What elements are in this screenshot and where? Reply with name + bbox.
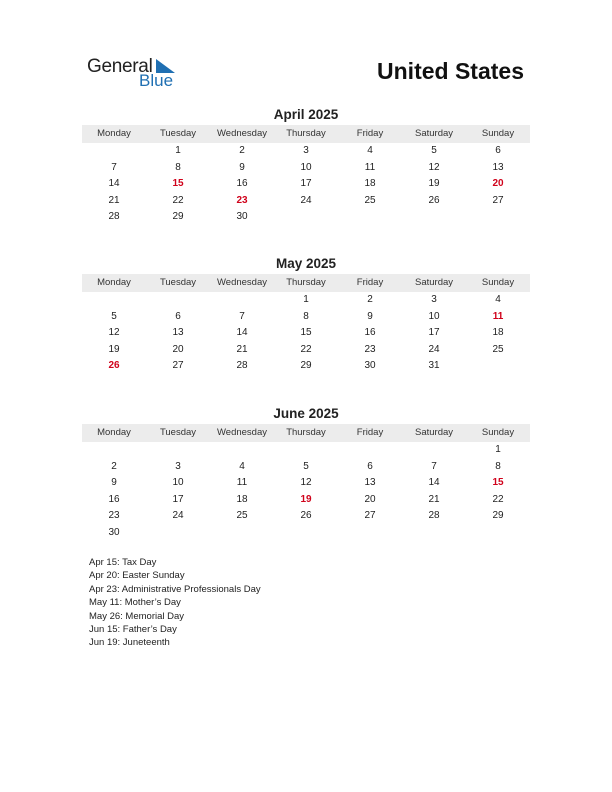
weekday-label: Wednesday bbox=[217, 128, 267, 139]
day-cell: 27 bbox=[172, 360, 184, 371]
day-cell: 5 bbox=[111, 310, 117, 322]
day-cell: 28 bbox=[236, 360, 248, 371]
day-cell: 25 bbox=[492, 343, 504, 355]
week-row bbox=[82, 209, 530, 226]
holiday-day-cell: 26 bbox=[108, 360, 120, 371]
country-title: United States bbox=[377, 58, 524, 84]
weekday-label: Thursday bbox=[286, 128, 326, 139]
month-april bbox=[82, 107, 530, 226]
holiday-entry: May 11: Mother’s Day bbox=[89, 597, 181, 609]
day-cell: 30 bbox=[108, 526, 120, 538]
month-title: May 2025 bbox=[275, 256, 337, 271]
day-cell: 10 bbox=[172, 477, 184, 488]
weekday-label: Saturday bbox=[414, 128, 454, 139]
day-cell bbox=[274, 442, 338, 459]
holiday-day-cell: 15 bbox=[172, 178, 184, 189]
day-cell: 22 bbox=[492, 493, 504, 505]
week-row bbox=[82, 508, 530, 525]
generalblue-logo bbox=[87, 56, 187, 92]
weekday-label: Tuesday bbox=[159, 427, 197, 438]
holiday-list bbox=[89, 556, 261, 650]
day-cell: 16 bbox=[236, 178, 248, 189]
day-cell bbox=[466, 525, 530, 542]
weekday-label: Friday bbox=[356, 427, 384, 438]
day-cell: 12 bbox=[108, 327, 120, 338]
day-cell bbox=[146, 292, 210, 309]
day-cell bbox=[82, 292, 146, 309]
day-cell: 24 bbox=[428, 343, 440, 355]
day-cell: 7 bbox=[431, 460, 437, 472]
day-cell: 9 bbox=[239, 161, 245, 173]
week-row bbox=[82, 292, 530, 309]
weekday-label: Wednesday bbox=[217, 277, 267, 288]
day-cell: 8 bbox=[303, 310, 309, 322]
day-cell bbox=[146, 525, 210, 542]
day-cell: 11 bbox=[236, 477, 248, 488]
day-cell: 25 bbox=[364, 194, 376, 206]
holiday-entry: Apr 20: Easter Sunday bbox=[89, 570, 185, 582]
day-cell: 6 bbox=[367, 460, 373, 472]
day-cell: 28 bbox=[108, 211, 120, 222]
week-row bbox=[82, 525, 530, 542]
day-cell bbox=[402, 442, 466, 459]
day-cell: 8 bbox=[495, 460, 501, 472]
day-cell: 29 bbox=[300, 360, 312, 371]
holiday-entry: Jun 15: Father’s Day bbox=[89, 624, 177, 636]
weekday-label: Wednesday bbox=[217, 427, 267, 438]
day-cell: 2 bbox=[111, 460, 117, 472]
day-cell: 23 bbox=[364, 343, 376, 355]
day-cell: 17 bbox=[172, 493, 184, 505]
day-cell: 19 bbox=[428, 178, 440, 189]
day-cell: 29 bbox=[172, 211, 184, 222]
day-cell bbox=[338, 525, 402, 542]
day-cell bbox=[82, 143, 146, 160]
holiday-day-cell: 20 bbox=[492, 178, 504, 189]
weekday-label: Monday bbox=[97, 128, 131, 139]
day-cell: 27 bbox=[492, 194, 504, 206]
day-cell: 30 bbox=[364, 360, 376, 371]
day-cell: 3 bbox=[431, 294, 437, 305]
day-cell: 22 bbox=[300, 343, 312, 355]
day-cell: 16 bbox=[108, 493, 120, 505]
day-cell: 22 bbox=[172, 194, 184, 206]
day-cell bbox=[466, 358, 530, 375]
day-cell: 19 bbox=[108, 343, 120, 355]
month-grid bbox=[82, 143, 530, 226]
day-cell: 30 bbox=[236, 211, 248, 222]
weekday-label: Tuesday bbox=[159, 277, 197, 288]
day-cell: 15 bbox=[300, 327, 312, 338]
day-cell: 24 bbox=[300, 194, 312, 206]
day-cell bbox=[338, 209, 402, 226]
logo-general-text: General bbox=[87, 56, 153, 77]
day-cell: 20 bbox=[172, 343, 184, 355]
day-cell: 5 bbox=[303, 460, 309, 472]
day-cell bbox=[402, 525, 466, 542]
day-cell: 9 bbox=[111, 477, 117, 488]
day-cell: 1 bbox=[303, 294, 309, 305]
holiday-day-cell: 23 bbox=[236, 194, 248, 206]
day-cell: 4 bbox=[367, 145, 373, 156]
day-cell: 18 bbox=[364, 178, 376, 189]
day-cell: 3 bbox=[175, 460, 181, 472]
day-cell: 26 bbox=[428, 194, 440, 206]
day-cell: 24 bbox=[172, 510, 184, 521]
week-row bbox=[82, 459, 530, 476]
weekday-label: Friday bbox=[356, 277, 384, 288]
day-cell bbox=[274, 209, 338, 226]
day-cell: 31 bbox=[428, 360, 440, 371]
day-cell: 1 bbox=[495, 444, 501, 455]
weekday-label: Friday bbox=[356, 128, 384, 139]
day-cell: 2 bbox=[367, 294, 373, 305]
weekday-label: Saturday bbox=[414, 277, 454, 288]
week-row bbox=[82, 176, 530, 193]
day-cell: 12 bbox=[428, 161, 440, 173]
day-cell: 13 bbox=[172, 327, 184, 338]
day-cell: 6 bbox=[495, 145, 501, 156]
weekday-label: Thursday bbox=[286, 277, 326, 288]
day-cell bbox=[210, 525, 274, 542]
day-cell: 16 bbox=[364, 327, 376, 338]
day-cell: 8 bbox=[175, 161, 181, 173]
day-cell: 13 bbox=[492, 161, 504, 173]
month-grid bbox=[82, 292, 530, 375]
month-may bbox=[82, 256, 530, 375]
day-cell bbox=[338, 442, 402, 459]
day-cell: 2 bbox=[239, 145, 245, 156]
day-cell: 14 bbox=[236, 327, 248, 338]
week-row bbox=[82, 325, 530, 342]
holiday-entry: May 26: Memorial Day bbox=[89, 610, 185, 622]
holiday-day-cell: 15 bbox=[492, 477, 504, 488]
month-grid bbox=[82, 442, 530, 541]
weekday-label: Sunday bbox=[481, 277, 515, 288]
day-cell: 17 bbox=[300, 178, 312, 189]
month-june bbox=[82, 406, 530, 541]
week-row bbox=[82, 492, 530, 509]
week-row bbox=[82, 143, 530, 160]
day-cell bbox=[210, 442, 274, 459]
day-cell bbox=[274, 525, 338, 542]
day-cell: 10 bbox=[428, 310, 440, 322]
weekday-label: Sunday bbox=[481, 128, 515, 139]
day-cell: 21 bbox=[428, 493, 440, 505]
day-cell: 20 bbox=[364, 493, 376, 505]
day-cell bbox=[210, 292, 274, 309]
day-cell: 23 bbox=[108, 510, 120, 521]
day-cell: 5 bbox=[431, 145, 437, 156]
day-cell bbox=[466, 209, 530, 226]
weekday-label: Monday bbox=[97, 277, 131, 288]
day-cell: 14 bbox=[428, 477, 440, 488]
holiday-entry: Apr 15: Tax Day bbox=[89, 557, 157, 568]
day-cell bbox=[82, 442, 146, 459]
day-cell: 13 bbox=[364, 477, 376, 488]
weekday-header bbox=[82, 125, 530, 143]
month-title: June 2025 bbox=[273, 406, 339, 421]
day-cell: 9 bbox=[367, 310, 373, 322]
holiday-day-cell: 19 bbox=[300, 493, 312, 505]
day-cell: 17 bbox=[428, 327, 440, 338]
week-row bbox=[82, 342, 530, 359]
day-cell: 7 bbox=[111, 161, 117, 173]
day-cell: 21 bbox=[236, 343, 248, 355]
day-cell bbox=[146, 442, 210, 459]
week-row bbox=[82, 193, 530, 210]
week-row bbox=[82, 309, 530, 326]
holiday-day-cell: 11 bbox=[492, 310, 504, 322]
weekday-header bbox=[82, 274, 530, 292]
day-cell: 18 bbox=[236, 493, 248, 505]
day-cell: 4 bbox=[495, 294, 501, 305]
day-cell: 4 bbox=[239, 460, 245, 472]
day-cell: 10 bbox=[300, 161, 312, 173]
logo-blue-text: Blue bbox=[139, 71, 174, 90]
day-cell: 3 bbox=[303, 145, 309, 156]
week-row bbox=[82, 358, 530, 375]
day-cell: 26 bbox=[300, 510, 312, 521]
week-row bbox=[82, 160, 530, 177]
week-row bbox=[82, 475, 530, 492]
day-cell: 18 bbox=[492, 327, 504, 338]
weekday-label: Sunday bbox=[481, 427, 515, 438]
holiday-entry: Jun 19: Juneteenth bbox=[89, 637, 170, 649]
day-cell: 1 bbox=[175, 145, 181, 156]
day-cell: 28 bbox=[428, 510, 440, 521]
weekday-label: Thursday bbox=[286, 427, 326, 438]
weekday-label: Monday bbox=[97, 427, 131, 438]
day-cell: 7 bbox=[239, 310, 245, 322]
day-cell: 14 bbox=[108, 178, 120, 189]
day-cell: 27 bbox=[364, 510, 376, 521]
week-row bbox=[82, 442, 530, 459]
day-cell: 25 bbox=[236, 510, 248, 521]
month-title: April 2025 bbox=[273, 107, 339, 122]
day-cell bbox=[402, 209, 466, 226]
day-cell: 29 bbox=[492, 510, 504, 521]
holiday-entry: Apr 23: Administrative Professionals Day bbox=[89, 583, 261, 595]
weekday-header bbox=[82, 424, 530, 442]
day-cell: 6 bbox=[175, 310, 181, 322]
day-cell: 12 bbox=[300, 477, 312, 488]
day-cell: 11 bbox=[364, 161, 376, 173]
weekday-label: Saturday bbox=[414, 427, 454, 438]
day-cell: 21 bbox=[108, 194, 120, 206]
weekday-label: Tuesday bbox=[159, 128, 197, 139]
